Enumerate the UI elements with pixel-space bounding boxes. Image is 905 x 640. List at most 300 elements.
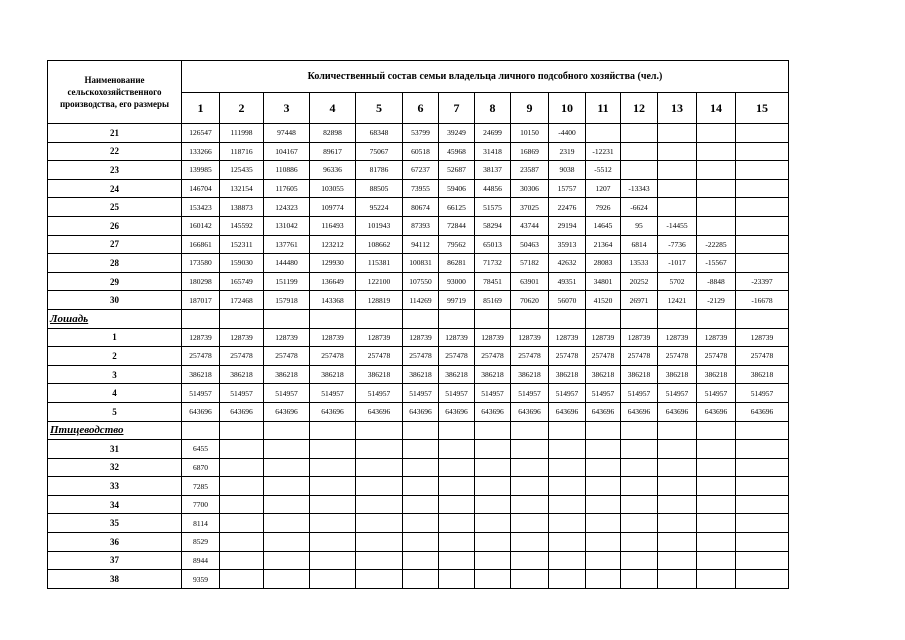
value-cell: 514957 [697, 384, 736, 403]
value-cell: -1017 [658, 254, 697, 273]
value-cell: 257478 [220, 347, 264, 366]
value-cell [736, 533, 789, 552]
column-header-3: 3 [264, 93, 310, 124]
value-cell: 107550 [403, 272, 439, 291]
table-row [48, 124, 789, 143]
value-cell: 257478 [356, 347, 403, 366]
row-label: 27 [48, 235, 182, 254]
value-cell [549, 514, 586, 533]
value-cell [586, 458, 621, 477]
value-cell: 128739 [586, 328, 621, 347]
value-cell: -16678 [736, 291, 789, 310]
value-cell: 116493 [310, 216, 356, 235]
value-cell: 133266 [182, 142, 220, 161]
value-cell [439, 551, 475, 570]
value-cell: 128739 [356, 328, 403, 347]
value-cell: 35913 [549, 235, 586, 254]
value-cell: 89617 [310, 142, 356, 161]
empty-cell [403, 421, 439, 440]
value-cell: 128739 [475, 328, 511, 347]
value-cell [586, 477, 621, 496]
value-cell [220, 551, 264, 570]
value-cell [586, 533, 621, 552]
value-cell: 514957 [356, 384, 403, 403]
value-cell: 643696 [182, 402, 220, 421]
value-cell: 118716 [220, 142, 264, 161]
empty-cell [511, 309, 549, 328]
value-cell: 514957 [439, 384, 475, 403]
value-cell [356, 570, 403, 589]
column-header-4: 4 [310, 93, 356, 124]
value-cell: 132154 [220, 179, 264, 198]
value-cell [621, 495, 658, 514]
value-cell [264, 570, 310, 589]
value-cell: 21364 [586, 235, 621, 254]
value-cell [439, 477, 475, 496]
value-cell [697, 551, 736, 570]
value-cell: 6814 [621, 235, 658, 254]
empty-cell [549, 309, 586, 328]
value-cell [586, 440, 621, 459]
table-row [48, 179, 789, 198]
value-cell [697, 198, 736, 217]
value-cell: 643696 [356, 402, 403, 421]
value-cell: 97448 [264, 124, 310, 143]
value-cell [220, 458, 264, 477]
value-cell: 63901 [511, 272, 549, 291]
value-cell: 386218 [549, 365, 586, 384]
value-cell: 70620 [511, 291, 549, 310]
value-cell [310, 570, 356, 589]
column-header-9: 9 [511, 93, 549, 124]
value-cell: 643696 [586, 402, 621, 421]
family-size-title: Количественный состав семьи владельца личного подсобного хозяйства (чел.) [182, 61, 789, 93]
table-row [48, 402, 789, 421]
value-cell: 66125 [439, 198, 475, 217]
empty-cell [697, 309, 736, 328]
value-cell [586, 514, 621, 533]
value-cell [549, 440, 586, 459]
value-cell: 128739 [403, 328, 439, 347]
empty-cell [220, 309, 264, 328]
value-cell: -13343 [621, 179, 658, 198]
value-cell: 101943 [356, 216, 403, 235]
value-cell: -23397 [736, 272, 789, 291]
value-cell: 514957 [586, 384, 621, 403]
table-row [48, 291, 789, 310]
value-cell: 23587 [511, 161, 549, 180]
value-cell: 7700 [182, 495, 220, 514]
value-cell: 9359 [182, 570, 220, 589]
value-cell: 44856 [475, 179, 511, 198]
value-cell: 8114 [182, 514, 220, 533]
empty-cell [182, 309, 220, 328]
value-cell [475, 458, 511, 477]
value-cell: 386218 [586, 365, 621, 384]
table-row [48, 198, 789, 217]
value-cell: 28083 [586, 254, 621, 273]
row-label: 29 [48, 272, 182, 291]
value-cell [658, 477, 697, 496]
value-cell [475, 533, 511, 552]
value-cell: 151199 [264, 272, 310, 291]
value-cell: 257478 [658, 347, 697, 366]
row-label: 1 [48, 328, 182, 347]
value-cell: 16869 [511, 142, 549, 161]
value-cell: 81786 [356, 161, 403, 180]
value-cell [658, 142, 697, 161]
value-cell: 128739 [658, 328, 697, 347]
value-cell: 86281 [439, 254, 475, 273]
value-cell: 643696 [264, 402, 310, 421]
value-cell [736, 235, 789, 254]
value-cell [621, 551, 658, 570]
value-cell: 71732 [475, 254, 511, 273]
value-cell [264, 495, 310, 514]
value-cell [511, 477, 549, 496]
value-cell: 166861 [182, 235, 220, 254]
value-cell [310, 514, 356, 533]
empty-cell [356, 421, 403, 440]
value-cell [697, 161, 736, 180]
empty-cell [736, 421, 789, 440]
value-cell: 6870 [182, 458, 220, 477]
value-cell: 57182 [511, 254, 549, 273]
value-cell [549, 495, 586, 514]
value-cell: 157918 [264, 291, 310, 310]
section-header-row [48, 421, 789, 440]
value-cell: 172468 [220, 291, 264, 310]
value-cell [621, 570, 658, 589]
value-cell [736, 495, 789, 514]
value-cell: 386218 [310, 365, 356, 384]
empty-cell [511, 421, 549, 440]
value-cell: 94112 [403, 235, 439, 254]
value-cell [310, 458, 356, 477]
value-cell: 128739 [182, 328, 220, 347]
row-label: 36 [48, 533, 182, 552]
value-cell: 24699 [475, 124, 511, 143]
value-cell [439, 570, 475, 589]
value-cell [736, 458, 789, 477]
column-header-10: 10 [549, 93, 586, 124]
empty-cell [736, 309, 789, 328]
value-cell: 514957 [511, 384, 549, 403]
row-label: 38 [48, 570, 182, 589]
table-row [48, 347, 789, 366]
empty-cell [621, 421, 658, 440]
value-cell: 128739 [439, 328, 475, 347]
value-cell [697, 440, 736, 459]
value-cell: 643696 [439, 402, 475, 421]
value-cell: 87393 [403, 216, 439, 235]
value-cell: 514957 [549, 384, 586, 403]
table-row [48, 477, 789, 496]
value-cell [549, 458, 586, 477]
value-cell: 128739 [549, 328, 586, 347]
value-cell: 12421 [658, 291, 697, 310]
value-cell: 34801 [586, 272, 621, 291]
value-cell [403, 533, 439, 552]
value-cell: 386218 [220, 365, 264, 384]
value-cell [439, 533, 475, 552]
empty-cell [658, 309, 697, 328]
value-cell [697, 458, 736, 477]
value-cell: 386218 [403, 365, 439, 384]
value-cell: 144480 [264, 254, 310, 273]
value-cell [356, 440, 403, 459]
value-cell: 30306 [511, 179, 549, 198]
value-cell: 104167 [264, 142, 310, 161]
row-label: 35 [48, 514, 182, 533]
row-label: 37 [48, 551, 182, 570]
value-cell: 82898 [310, 124, 356, 143]
value-cell: 128739 [511, 328, 549, 347]
section-title: Лошадь [48, 309, 182, 328]
value-cell [658, 570, 697, 589]
column-header-14: 14 [697, 93, 736, 124]
value-cell [356, 477, 403, 496]
value-cell: 128739 [264, 328, 310, 347]
column-header-11: 11 [586, 93, 621, 124]
value-cell: 14645 [586, 216, 621, 235]
value-cell: 43744 [511, 216, 549, 235]
value-cell: 49351 [549, 272, 586, 291]
value-cell: 50463 [511, 235, 549, 254]
value-cell: 257478 [736, 347, 789, 366]
value-cell [736, 179, 789, 198]
value-cell [403, 440, 439, 459]
value-cell [403, 570, 439, 589]
value-cell: -14455 [658, 216, 697, 235]
value-cell: 386218 [511, 365, 549, 384]
value-cell: 160142 [182, 216, 220, 235]
value-cell: 643696 [697, 402, 736, 421]
value-cell: 115381 [356, 254, 403, 273]
value-cell: 136649 [310, 272, 356, 291]
value-cell: 386218 [658, 365, 697, 384]
value-cell [697, 514, 736, 533]
column-header-12: 12 [621, 93, 658, 124]
value-cell: -5512 [586, 161, 621, 180]
value-cell: 67237 [403, 161, 439, 180]
value-cell [586, 551, 621, 570]
value-cell: 52687 [439, 161, 475, 180]
value-cell [310, 551, 356, 570]
value-cell [264, 477, 310, 496]
value-cell [586, 495, 621, 514]
value-cell: 146704 [182, 179, 220, 198]
row-label: 28 [48, 254, 182, 273]
value-cell [736, 551, 789, 570]
value-cell: 514957 [621, 384, 658, 403]
value-cell [621, 477, 658, 496]
value-cell: 514957 [403, 384, 439, 403]
value-cell [310, 477, 356, 496]
column-header-15: 15 [736, 93, 789, 124]
value-cell [264, 440, 310, 459]
table-row [48, 142, 789, 161]
value-cell: -4400 [549, 124, 586, 143]
value-cell: 111998 [220, 124, 264, 143]
row-label: 3 [48, 365, 182, 384]
value-cell: 643696 [658, 402, 697, 421]
value-cell: 99719 [439, 291, 475, 310]
value-cell: 386218 [621, 365, 658, 384]
row-label: 22 [48, 142, 182, 161]
value-cell [264, 458, 310, 477]
value-cell: 128739 [220, 328, 264, 347]
value-cell [511, 570, 549, 589]
value-cell: 56070 [549, 291, 586, 310]
value-cell: 59406 [439, 179, 475, 198]
value-cell [439, 458, 475, 477]
name-column-header: Наименование сельскохозяйственного производства, его размеры [48, 61, 182, 124]
value-cell: 93000 [439, 272, 475, 291]
value-cell: 257478 [621, 347, 658, 366]
value-cell [220, 533, 264, 552]
value-cell [220, 477, 264, 496]
value-cell: 514957 [182, 384, 220, 403]
table-row [48, 272, 789, 291]
value-cell: 257478 [697, 347, 736, 366]
column-header-6: 6 [403, 93, 439, 124]
value-cell: 257478 [475, 347, 511, 366]
value-cell: 128739 [736, 328, 789, 347]
value-cell [403, 458, 439, 477]
value-cell: 643696 [549, 402, 586, 421]
value-cell: 643696 [511, 402, 549, 421]
value-cell: 75067 [356, 142, 403, 161]
value-cell: 145592 [220, 216, 264, 235]
value-cell [736, 514, 789, 533]
value-cell [658, 124, 697, 143]
value-cell [697, 216, 736, 235]
value-cell: 152311 [220, 235, 264, 254]
value-cell [511, 440, 549, 459]
value-cell: 51575 [475, 198, 511, 217]
value-cell: 386218 [439, 365, 475, 384]
value-cell: 386218 [475, 365, 511, 384]
value-cell: 386218 [264, 365, 310, 384]
value-cell: 159030 [220, 254, 264, 273]
value-cell: 5702 [658, 272, 697, 291]
value-cell [736, 440, 789, 459]
value-cell: 643696 [621, 402, 658, 421]
empty-cell [403, 309, 439, 328]
table-row [48, 551, 789, 570]
row-label: 23 [48, 161, 182, 180]
value-cell: 53799 [403, 124, 439, 143]
value-cell: 100831 [403, 254, 439, 273]
value-cell: 153423 [182, 198, 220, 217]
value-cell: 41520 [586, 291, 621, 310]
value-cell [586, 570, 621, 589]
value-cell [736, 254, 789, 273]
row-label: 26 [48, 216, 182, 235]
value-cell: 257478 [403, 347, 439, 366]
value-cell: 187017 [182, 291, 220, 310]
value-cell [697, 179, 736, 198]
value-cell: 8529 [182, 533, 220, 552]
table-row [48, 570, 789, 589]
row-label: 30 [48, 291, 182, 310]
table-row [48, 514, 789, 533]
value-cell [264, 533, 310, 552]
value-cell: 45968 [439, 142, 475, 161]
value-cell: 165749 [220, 272, 264, 291]
value-cell: 128819 [356, 291, 403, 310]
value-cell [310, 495, 356, 514]
value-cell: 386218 [182, 365, 220, 384]
value-cell: 37025 [511, 198, 549, 217]
value-cell: 58294 [475, 216, 511, 235]
value-cell: 79562 [439, 235, 475, 254]
value-cell [439, 514, 475, 533]
value-cell: 60518 [403, 142, 439, 161]
value-cell: 85169 [475, 291, 511, 310]
value-cell: 386218 [736, 365, 789, 384]
value-cell [356, 551, 403, 570]
value-cell: 643696 [403, 402, 439, 421]
value-cell [621, 161, 658, 180]
value-cell: -2129 [697, 291, 736, 310]
value-cell: 643696 [736, 402, 789, 421]
empty-cell [264, 309, 310, 328]
value-cell [549, 533, 586, 552]
value-cell: 6455 [182, 440, 220, 459]
empty-cell [697, 421, 736, 440]
value-cell: 88505 [356, 179, 403, 198]
value-cell: 180298 [182, 272, 220, 291]
value-cell: 514957 [658, 384, 697, 403]
value-cell: 31418 [475, 142, 511, 161]
value-cell: 103055 [310, 179, 356, 198]
value-cell [511, 458, 549, 477]
table-body [48, 124, 789, 589]
value-cell: 10150 [511, 124, 549, 143]
value-cell: 117605 [264, 179, 310, 198]
empty-cell [439, 309, 475, 328]
value-cell [621, 440, 658, 459]
column-header-5: 5 [356, 93, 403, 124]
value-cell: 80674 [403, 198, 439, 217]
value-cell: 96336 [310, 161, 356, 180]
value-cell [621, 514, 658, 533]
value-cell: 78451 [475, 272, 511, 291]
value-cell [356, 458, 403, 477]
value-cell [220, 514, 264, 533]
data-table [47, 60, 789, 589]
value-cell: 38137 [475, 161, 511, 180]
value-cell [621, 124, 658, 143]
value-cell: 139985 [182, 161, 220, 180]
value-cell: 109774 [310, 198, 356, 217]
value-cell [549, 551, 586, 570]
table-row [48, 235, 789, 254]
value-cell [697, 124, 736, 143]
value-cell [658, 514, 697, 533]
value-cell [549, 477, 586, 496]
table-row [48, 216, 789, 235]
value-cell [736, 161, 789, 180]
value-cell: 39249 [439, 124, 475, 143]
value-cell [658, 440, 697, 459]
value-cell: 386218 [356, 365, 403, 384]
value-cell [220, 570, 264, 589]
value-cell: 15757 [549, 179, 586, 198]
empty-cell [475, 421, 511, 440]
